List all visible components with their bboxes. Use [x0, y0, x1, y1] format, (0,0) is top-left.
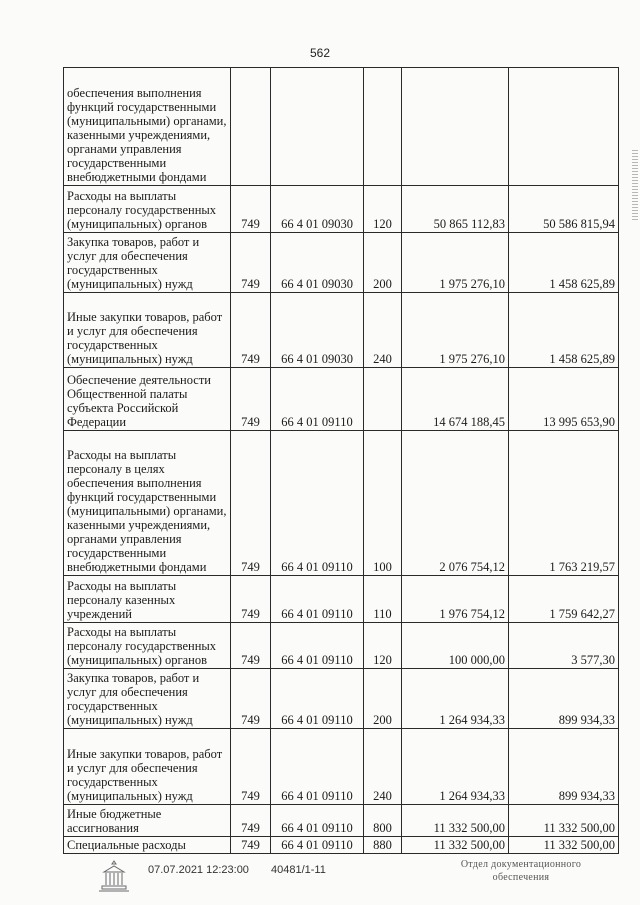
row-grbs-code: 749	[231, 233, 271, 293]
footer-registration-number: 40481/1-11	[271, 864, 326, 876]
row-description: Иные закупки товаров, работ и услуг для обеспечения государственных (муниципальных) нужд	[64, 293, 231, 368]
row-fact-amount: 3 577,30	[509, 623, 619, 669]
row-target-article: 66 4 01 09030	[271, 293, 364, 368]
row-expense-type: 200	[364, 233, 402, 293]
table-row	[64, 368, 619, 431]
row-grbs-code: 749	[231, 576, 271, 623]
row-plan-amount: 2 076 754,12	[402, 431, 509, 576]
scan-edge-mark	[632, 150, 638, 220]
row-description: Закупка товаров, работ и услуг для обеспечения государственных (муниципальных) нужд	[64, 233, 231, 293]
row-grbs-code: 749	[231, 186, 271, 233]
table-row	[64, 623, 619, 669]
row-description: Обеспечение деятельности Общественной палаты субъекта Российской Федерации	[64, 368, 231, 431]
table-row	[64, 669, 619, 729]
row-expense-type: 120	[364, 186, 402, 233]
row-plan-amount	[402, 68, 509, 186]
budget-table	[63, 67, 619, 854]
row-target-article: 66 4 01 09110	[271, 837, 364, 854]
row-target-article: 66 4 01 09030	[271, 186, 364, 233]
building-emblem-icon	[96, 858, 132, 894]
row-expense-type: 120	[364, 623, 402, 669]
row-grbs-code: 749	[231, 837, 271, 854]
row-expense-type: 100	[364, 431, 402, 576]
document-footer	[0, 858, 640, 898]
table-row	[64, 729, 619, 805]
row-fact-amount	[509, 68, 619, 186]
table-row	[64, 576, 619, 623]
row-expense-type: 240	[364, 293, 402, 368]
row-target-article: 66 4 01 09110	[271, 805, 364, 837]
row-plan-amount: 11 332 500,00	[402, 837, 509, 854]
row-fact-amount: 1 458 625,89	[509, 233, 619, 293]
row-grbs-code: 749	[231, 623, 271, 669]
row-expense-type: 240	[364, 729, 402, 805]
row-grbs-code: 749	[231, 368, 271, 431]
row-grbs-code: 749	[231, 293, 271, 368]
table-row	[64, 805, 619, 837]
row-description: Расходы на выплаты персоналу государственных (муниципальных) органов	[64, 623, 231, 669]
row-plan-amount: 1 264 934,33	[402, 729, 509, 805]
row-plan-amount: 1 976 754,12	[402, 576, 509, 623]
row-plan-amount: 1 264 934,33	[402, 669, 509, 729]
row-fact-amount: 11 332 500,00	[509, 837, 619, 854]
row-description: Расходы на выплаты персоналу казенных учреждений	[64, 576, 231, 623]
row-description: Расходы на выплаты персоналу в целях обеспечения выполнения функций государственными (муниципальными) органами, казенными учреждениями, органами управления государственными внебюджетными фондами	[64, 431, 231, 576]
row-grbs-code: 749	[231, 431, 271, 576]
table-row	[64, 186, 619, 233]
row-target-article: 66 4 01 09030	[271, 233, 364, 293]
row-expense-type: 110	[364, 576, 402, 623]
row-target-article	[271, 68, 364, 186]
row-description: Специальные расходы	[64, 837, 231, 854]
row-plan-amount: 11 332 500,00	[402, 805, 509, 837]
row-plan-amount: 14 674 188,45	[402, 368, 509, 431]
row-grbs-code	[231, 68, 271, 186]
row-expense-type: 800	[364, 805, 402, 837]
row-description: Иные бюджетные ассигнования	[64, 805, 231, 837]
row-target-article: 66 4 01 09110	[271, 623, 364, 669]
row-expense-type: 880	[364, 837, 402, 854]
row-target-article: 66 4 01 09110	[271, 729, 364, 805]
row-plan-amount: 50 865 112,83	[402, 186, 509, 233]
row-plan-amount: 1 975 276,10	[402, 293, 509, 368]
row-fact-amount: 13 995 653,90	[509, 368, 619, 431]
row-target-article: 66 4 01 09110	[271, 368, 364, 431]
row-target-article: 66 4 01 09110	[271, 576, 364, 623]
table-row	[64, 837, 619, 854]
table-row	[64, 68, 619, 186]
row-description: Иные закупки товаров, работ и услуг для обеспечения государственных (муниципальных) нужд	[64, 729, 231, 805]
footer-department: Отдел документационного обеспечения	[460, 859, 582, 883]
row-fact-amount: 899 934,33	[509, 669, 619, 729]
row-expense-type: 200	[364, 669, 402, 729]
row-grbs-code: 749	[231, 669, 271, 729]
row-fact-amount: 899 934,33	[509, 729, 619, 805]
table-row	[64, 431, 619, 576]
row-fact-amount: 1 763 219,57	[509, 431, 619, 576]
row-fact-amount: 1 759 642,27	[509, 576, 619, 623]
row-grbs-code: 749	[231, 729, 271, 805]
row-fact-amount: 50 586 815,94	[509, 186, 619, 233]
row-grbs-code: 749	[231, 805, 271, 837]
row-expense-type	[364, 368, 402, 431]
row-fact-amount: 1 458 625,89	[509, 293, 619, 368]
row-plan-amount: 100 000,00	[402, 623, 509, 669]
table-row	[64, 293, 619, 368]
row-description: Закупка товаров, работ и услуг для обеспечения государственных (муниципальных) нужд	[64, 669, 231, 729]
row-description: обеспечения выполнения функций государственными (муниципальными) органами, казенными учреждениями, органами управления государственными внебюджетными фондами	[64, 68, 231, 186]
row-target-article: 66 4 01 09110	[271, 431, 364, 576]
table-row	[64, 233, 619, 293]
row-expense-type	[364, 68, 402, 186]
footer-timestamp: 07.07.2021 12:23:00	[148, 864, 249, 876]
page-number: 562	[309, 46, 331, 60]
row-target-article: 66 4 01 09110	[271, 669, 364, 729]
row-plan-amount: 1 975 276,10	[402, 233, 509, 293]
row-description: Расходы на выплаты персоналу государственных (муниципальных) органов	[64, 186, 231, 233]
row-fact-amount: 11 332 500,00	[509, 805, 619, 837]
